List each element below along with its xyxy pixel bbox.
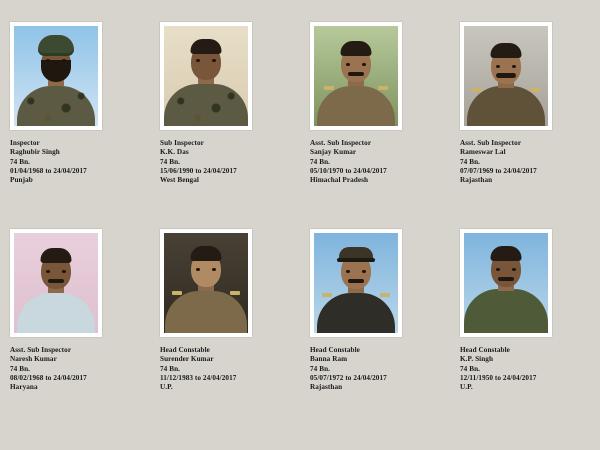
portrait-photo-kp-singh [464, 233, 548, 333]
portrait-card [150, 22, 300, 229]
photo-frame [160, 229, 252, 337]
rank: Asst. Sub Inspector [310, 139, 372, 147]
photo-frame [10, 229, 102, 337]
caption [160, 346, 300, 392]
dates: 05/07/1972 to 24/04/2017 [310, 373, 387, 382]
unit: 74 Bn. [460, 157, 481, 166]
portrait-photo-rameswar-lal [464, 26, 548, 126]
dates: 07/07/1969 to 24/04/2017 [460, 166, 537, 175]
state: U.P. [460, 383, 473, 392]
portrait-photo-surender-kumar [164, 233, 248, 333]
state: Himachal Pradesh [310, 176, 369, 185]
rank: Asst. Sub Inspector [10, 346, 72, 354]
unit: 74 Bn. [310, 364, 331, 373]
state: Punjab [10, 176, 33, 185]
name: K.P. Singh [460, 355, 494, 364]
dates: 05/10/1970 to 24/04/2017 [310, 166, 387, 175]
caption [10, 139, 150, 185]
photo-frame [460, 229, 552, 337]
portrait-photo-kk-das [164, 26, 248, 126]
state: U.P. [160, 383, 173, 392]
name: Naresh Kumar [10, 355, 57, 364]
portrait-card [450, 229, 600, 436]
dates: 15/06/1990 to 24/04/2017 [160, 166, 237, 175]
portrait-card [300, 22, 450, 229]
name: Surender Kumar [160, 355, 214, 364]
state: West Bengal [160, 176, 199, 185]
photo-frame [160, 22, 252, 130]
rank: Sub Inspector [160, 139, 204, 147]
caption [160, 139, 300, 185]
rank: Head Constable [160, 346, 210, 354]
portrait-card [0, 229, 150, 436]
portrait-photo-raghubir-singh [14, 26, 98, 126]
dates: 08/02/1968 to 24/04/2017 [10, 373, 87, 382]
name: Rameswar Lal [460, 148, 506, 157]
rank: Inspector [10, 139, 40, 147]
portrait-card [300, 229, 450, 436]
unit: 74 Bn. [10, 157, 31, 166]
rank: Head Constable [460, 346, 510, 354]
portrait-photo-naresh-kumar [14, 233, 98, 333]
rank: Head Constable [310, 346, 360, 354]
name: Banna Ram [310, 355, 348, 364]
dates: 01/04/1968 to 24/04/2017 [10, 166, 87, 175]
portrait-card [0, 22, 150, 229]
caption [460, 139, 600, 185]
portrait-photo-sanjay-kumar [314, 26, 398, 126]
state: Haryana [10, 383, 38, 392]
name: K.K. Das [160, 148, 189, 157]
unit: 74 Bn. [310, 157, 331, 166]
unit: 74 Bn. [460, 364, 481, 373]
dates: 11/12/1983 to 24/04/2017 [160, 373, 237, 382]
state: Rajasthan [460, 176, 493, 185]
rank: Asst. Sub Inspector [460, 139, 522, 147]
portrait-card [450, 22, 600, 229]
photo-frame [310, 229, 402, 337]
caption [10, 346, 150, 392]
photo-frame [460, 22, 552, 130]
portrait-photo-banna-ram [314, 233, 398, 333]
unit: 74 Bn. [10, 364, 31, 373]
unit: 74 Bn. [160, 364, 181, 373]
portrait-card [150, 229, 300, 436]
state: Rajasthan [310, 383, 343, 392]
caption [460, 346, 600, 392]
photo-frame [10, 22, 102, 130]
caption [310, 139, 450, 185]
name: Raghubir Singh [10, 148, 60, 157]
unit: 74 Bn. [160, 157, 181, 166]
name: Sanjay Kumar [310, 148, 357, 157]
caption [310, 346, 450, 392]
dates: 12/11/1950 to 24/04/2017 [460, 373, 537, 382]
photo-frame [310, 22, 402, 130]
